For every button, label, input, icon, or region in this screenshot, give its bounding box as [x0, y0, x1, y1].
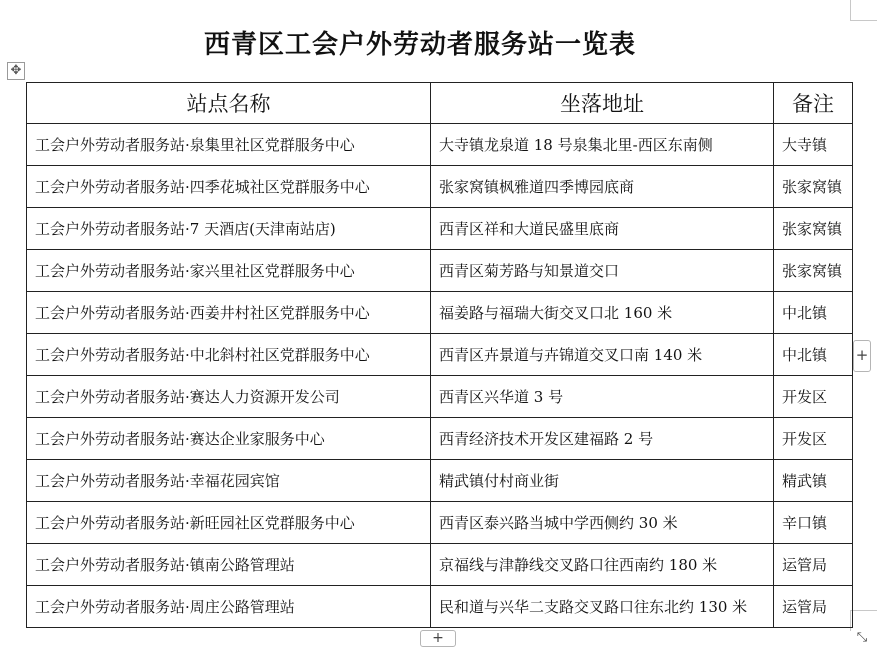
remark-cell[interactable]: 张家窝镇	[774, 208, 853, 250]
header-station-name: 站点名称	[27, 83, 431, 124]
table-row	[27, 124, 853, 166]
table-row	[27, 544, 853, 586]
table-row	[27, 208, 853, 250]
remark-cell[interactable]: 开发区	[774, 418, 853, 460]
address-cell[interactable]: 西青区祥和大道民盛里底商	[431, 208, 774, 250]
station-name-cell[interactable]: 工会户外劳动者服务站·四季花城社区党群服务中心	[27, 166, 431, 208]
header-remark: 备注	[774, 83, 853, 124]
add-column-button[interactable]: +	[853, 340, 871, 372]
table-row	[27, 460, 853, 502]
remark-cell[interactable]: 运管局	[774, 544, 853, 586]
address-cell[interactable]: 西青经济技术开发区建福路 2 号	[431, 418, 774, 460]
table-row	[27, 376, 853, 418]
station-name-cell[interactable]: 工会户外劳动者服务站·7 天酒店(天津南站店)	[27, 208, 431, 250]
address-cell[interactable]: 西青区菊芳路与知景道交口	[431, 250, 774, 292]
table-row	[27, 292, 853, 334]
address-cell[interactable]: 民和道与兴华二支路交叉路口往东北约 130 米	[431, 586, 774, 628]
station-name-cell[interactable]: 工会户外劳动者服务站·西姜井村社区党群服务中心	[27, 292, 431, 334]
remark-cell[interactable]: 中北镇	[774, 292, 853, 334]
address-cell[interactable]: 西青区兴华道 3 号	[431, 376, 774, 418]
address-cell[interactable]: 京福线与津静线交叉路口往西南约 180 米	[431, 544, 774, 586]
station-name-cell[interactable]: 工会户外劳动者服务站·中北斜村社区党群服务中心	[27, 334, 431, 376]
station-name-cell[interactable]: 工会户外劳动者服务站·镇南公路管理站	[27, 544, 431, 586]
address-cell[interactable]: 张家窝镇枫雅道四季博园底商	[431, 166, 774, 208]
document-title: 西青区工会户外劳动者服务站一览表	[203, 30, 636, 60]
table-row	[27, 586, 853, 628]
station-table	[26, 82, 853, 628]
page-corner-marker	[850, 610, 877, 631]
table-header-row	[27, 83, 853, 124]
remark-cell[interactable]: 辛口镇	[774, 502, 853, 544]
address-cell[interactable]: 西青区卉景道与卉锦道交叉口南 140 米	[431, 334, 774, 376]
station-name-cell[interactable]: 工会户外劳动者服务站·赛达人力资源开发公司	[27, 376, 431, 418]
address-cell[interactable]: 福姜路与福瑞大街交叉口北 160 米	[431, 292, 774, 334]
table-row	[27, 334, 853, 376]
address-cell[interactable]: 西青区泰兴路当城中学西侧约 30 米	[431, 502, 774, 544]
table-row	[27, 418, 853, 460]
header-address: 坐落地址	[431, 83, 774, 124]
table-move-icon[interactable]: ✥	[7, 62, 25, 80]
table-resize-icon[interactable]: ⤡	[856, 630, 868, 645]
table-row	[27, 250, 853, 292]
remark-cell[interactable]: 运管局	[774, 586, 853, 628]
remark-cell[interactable]: 精武镇	[774, 460, 853, 502]
remark-cell[interactable]: 张家窝镇	[774, 250, 853, 292]
remark-cell[interactable]: 张家窝镇	[774, 166, 853, 208]
station-name-cell[interactable]: 工会户外劳动者服务站·周庄公路管理站	[27, 586, 431, 628]
station-name-cell[interactable]: 工会户外劳动者服务站·家兴里社区党群服务中心	[27, 250, 431, 292]
add-row-button[interactable]: +	[420, 630, 456, 647]
address-cell[interactable]: 精武镇付村商业街	[431, 460, 774, 502]
remark-cell[interactable]: 开发区	[774, 376, 853, 418]
station-name-cell[interactable]: 工会户外劳动者服务站·新旺园社区党群服务中心	[27, 502, 431, 544]
table-row	[27, 166, 853, 208]
remark-cell[interactable]: 中北镇	[774, 334, 853, 376]
station-name-cell[interactable]: 工会户外劳动者服务站·赛达企业家服务中心	[27, 418, 431, 460]
address-cell[interactable]: 大寺镇龙泉道 18 号泉集北里-西区东南侧	[431, 124, 774, 166]
page-corner-marker	[850, 0, 877, 21]
station-name-cell[interactable]: 工会户外劳动者服务站·幸福花园宾馆	[27, 460, 431, 502]
station-name-cell[interactable]: 工会户外劳动者服务站·泉集里社区党群服务中心	[27, 124, 431, 166]
table-row	[27, 502, 853, 544]
remark-cell[interactable]: 大寺镇	[774, 124, 853, 166]
